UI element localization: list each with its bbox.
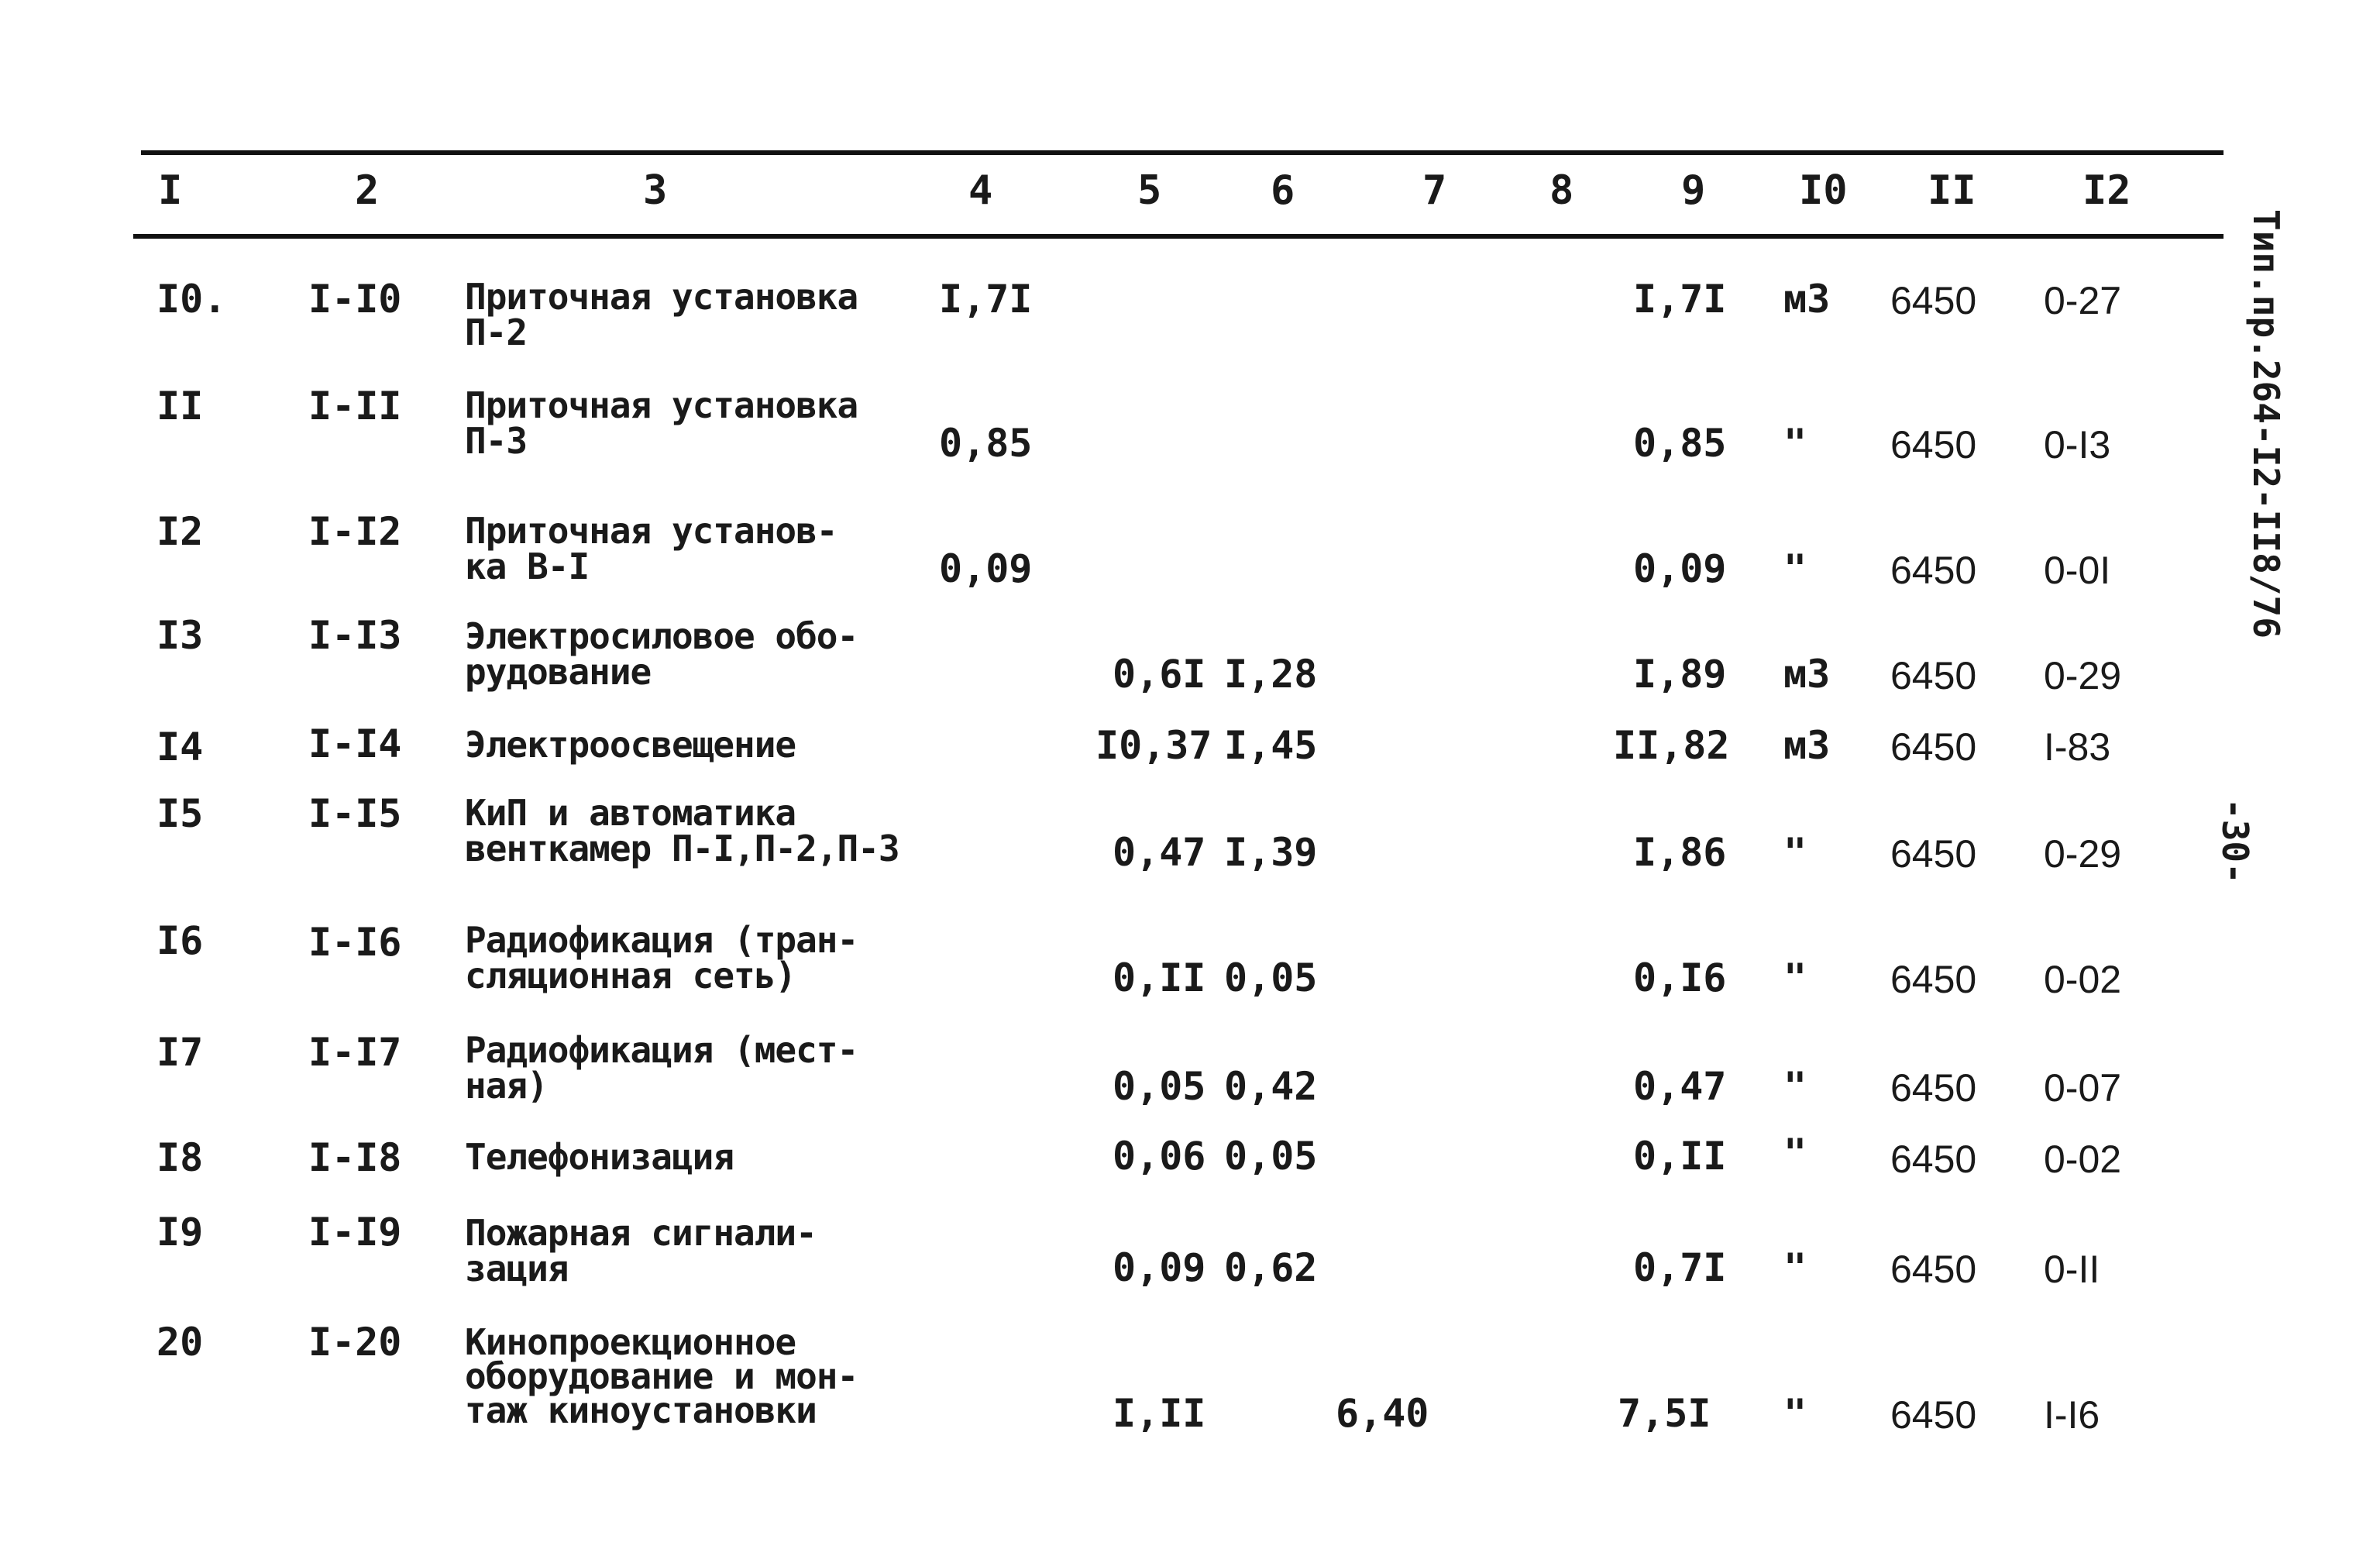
row-number: I9 [156,1210,204,1255]
row-col-11: 6450 [1890,725,1977,769]
row-unit: " [1783,421,1807,466]
row-unit: м3 [1783,723,1831,768]
row-number: I7 [156,1030,204,1075]
row-col-5: 0,47 [1113,830,1206,875]
row-col-12: 0-07 [2044,1066,2122,1110]
row-col-9: I,89 [1633,652,1727,697]
table-top-rule [141,150,2224,155]
row-col-5: 0,6I [1113,652,1206,697]
row-col-9: 0,7I [1633,1245,1727,1290]
header-col-10: I0 [1799,167,1848,214]
row-col-9: 0,II [1633,1134,1727,1179]
row-code: I-II [308,384,402,429]
row-col-11: 6450 [1890,1138,1977,1181]
row-code: I-I9 [308,1210,402,1255]
row-col-12: 0-02 [2044,1138,2122,1181]
row-unit: " [1783,1064,1807,1109]
row-col-9: I,86 [1633,830,1727,875]
row-col-11: 6450 [1890,1248,1977,1291]
row-unit: " [1783,1391,1807,1436]
row-col-9: 0,I6 [1633,955,1727,1000]
row-code: I-20 [308,1320,402,1365]
row-col-4: 0,09 [939,546,1033,591]
row-col-12: I-83 [2044,725,2111,769]
row-number: 20 [156,1320,204,1365]
row-description: Электросиловое обо- рудование [465,615,858,693]
row-col-11: 6450 [1890,1393,1977,1437]
row-col-12: 0-27 [2044,279,2122,322]
row-description: Электроосвещение [465,724,796,766]
row-unit: м3 [1783,652,1831,697]
header-col-6: 6 [1271,167,1295,214]
row-code: I-I6 [308,920,402,965]
row-description: Кинопроекционное оборудование и мон- таж киноустановки [465,1321,858,1431]
header-col-1: I [158,167,183,214]
row-unit: " [1783,1245,1807,1290]
row-col-12: 0-0I [2044,549,2111,592]
row-col-5: 0,09 [1113,1245,1206,1290]
row-col-9: 0,09 [1633,546,1727,591]
row-description: Радиофикация (тран- сляционная сеть) [465,919,858,997]
header-col-9: 9 [1681,167,1706,214]
header-bottom-rule [133,234,2224,239]
row-code: I-I8 [308,1135,402,1180]
row-col-12: 0-I3 [2044,423,2111,466]
row-col-12: 0-II [2044,1248,2100,1291]
header-col-3: 3 [643,167,668,214]
row-col-11: 6450 [1890,832,1977,876]
row-col-9: II,82 [1613,723,1730,768]
row-col-6: 0,05 [1224,1134,1318,1179]
row-col-5: I,II [1113,1391,1206,1436]
row-col-4: 0,85 [939,421,1033,466]
row-col-7: 6,40 [1336,1391,1429,1436]
row-col-6: 0,42 [1224,1064,1318,1109]
row-col-5: 0,II [1113,955,1206,1000]
row-number: I0. [156,277,227,322]
row-code: I-I3 [308,613,402,658]
row-col-6: I,45 [1224,723,1318,768]
header-col-7: 7 [1422,167,1447,214]
row-col-12: I-I6 [2044,1393,2100,1437]
row-number: I2 [156,509,204,554]
row-description: Радиофикация (мест- ная) [465,1029,858,1107]
row-col-11: 6450 [1890,654,1977,697]
row-col-5: 0,06 [1113,1134,1206,1179]
row-description: Пожарная сигнали- зация [465,1212,817,1289]
row-description: Приточная установ- ка В-I [465,510,837,587]
row-col-11: 6450 [1890,958,1977,1001]
row-col-12: 0-29 [2044,654,2122,697]
row-code: I-I7 [308,1030,402,1075]
row-number: I6 [156,918,204,963]
row-col-6: 0,62 [1224,1245,1318,1290]
document-code-vertical: Тип.пр.264-I2-II8/76 [2245,209,2287,639]
header-col-5: 5 [1137,167,1162,214]
header-col-2: 2 [355,167,380,214]
row-col-9: 0,85 [1633,421,1727,466]
page-number-vertical: -30- [2214,798,2256,884]
row-col-11: 6450 [1890,423,1977,466]
row-code: I-I2 [308,509,402,554]
row-col-12: 0-02 [2044,958,2122,1001]
header-col-11: II [1928,167,1976,214]
row-code: I-I4 [308,721,402,766]
row-col-6: 0,05 [1224,955,1318,1000]
row-description: Приточная установка П-2 [465,276,858,353]
row-unit: " [1783,830,1807,875]
row-col-4: I,7I [939,277,1033,322]
row-unit: " [1783,546,1807,591]
row-col-12: 0-29 [2044,832,2122,876]
row-col-9: 7,5I [1618,1391,1711,1436]
row-code: I-I0 [308,277,402,322]
row-code: I-I5 [308,791,402,836]
row-col-6: I,39 [1224,830,1318,875]
row-number: I3 [156,613,204,658]
header-col-8: 8 [1549,167,1574,214]
row-unit: м3 [1783,277,1831,322]
row-col-5: I0,37 [1095,723,1212,768]
header-col-12: I2 [2082,167,2131,214]
row-number: I4 [156,725,204,769]
row-col-6: I,28 [1224,652,1318,697]
header-col-4: 4 [968,167,993,214]
row-unit: " [1783,955,1807,1000]
row-col-11: 6450 [1890,549,1977,592]
row-col-9: 0,47 [1633,1064,1727,1109]
row-col-9: I,7I [1633,277,1727,322]
row-description: КиП и автоматика венткамер П-I,П-2,П-3 [465,792,899,869]
row-unit: " [1783,1131,1807,1176]
row-col-5: 0,05 [1113,1064,1206,1109]
row-number: I5 [156,791,204,836]
row-number: I8 [156,1135,204,1180]
row-description: Телефонизация [465,1136,734,1178]
row-number: II [156,384,204,429]
row-description: Приточная установка П-3 [465,384,858,462]
row-col-11: 6450 [1890,279,1977,322]
row-col-11: 6450 [1890,1066,1977,1110]
